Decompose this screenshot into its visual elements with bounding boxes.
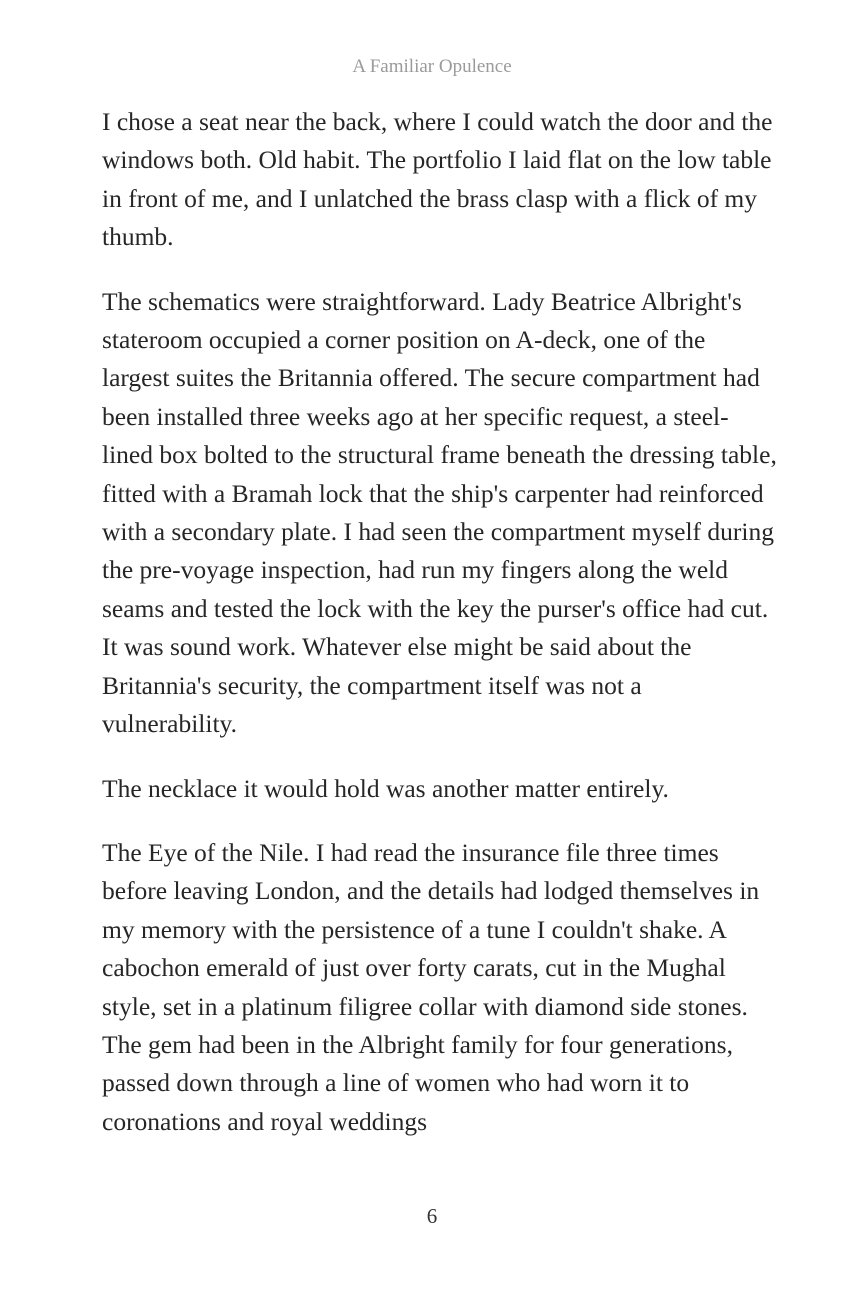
paragraph: I chose a seat near the back, where I could watch the door and the windows both. Old habit. The portfolio I laid flat on the low table in front of me, and I unlatched the brass clasp with a flick of my thumb. <box>102 107 773 252</box>
page-number: 6 <box>426 1204 438 1228</box>
paragraph: The Eye of the Nile. I had read the insurance file three times before leaving London, and the details had lodged themselves in my memory with the persistence of a tune I couldn't shake. A cabochon emerald of just over forty carats, cut in the Mughal style, set in a platinum filigree collar with diamond side stones. The gem had been in the Albright family for four generations, passed down through a line of women who had worn it to coronations and royal weddings <box>102 837 760 1136</box>
body-text <box>102 103 778 1167</box>
paragraph: The schematics were straightforward. Lady Beatrice Albright's stateroom occupied a corner position on A-deck, one of the largest suites the Britannia offered. The secure compartment had been installed three weeks ago at her specific request, a steel-lined box bolted to the structural frame beneath the dressing table, fitted with a Bramah lock that the ship's carpenter had reinforced with a secondary plate. I had seen the compartment myself during the pre-voyage inspection, had run my fingers along the weld seams and tested the lock with the key the purser's office had cut. It was sound work. Whatever else might be said about the Britannia's security, the compartment itself was not a vulnerability. <box>102 286 777 739</box>
paragraph: The necklace it would hold was another matter entirely. <box>102 773 669 803</box>
running-header-title: A Familiar Opulence <box>352 56 512 77</box>
